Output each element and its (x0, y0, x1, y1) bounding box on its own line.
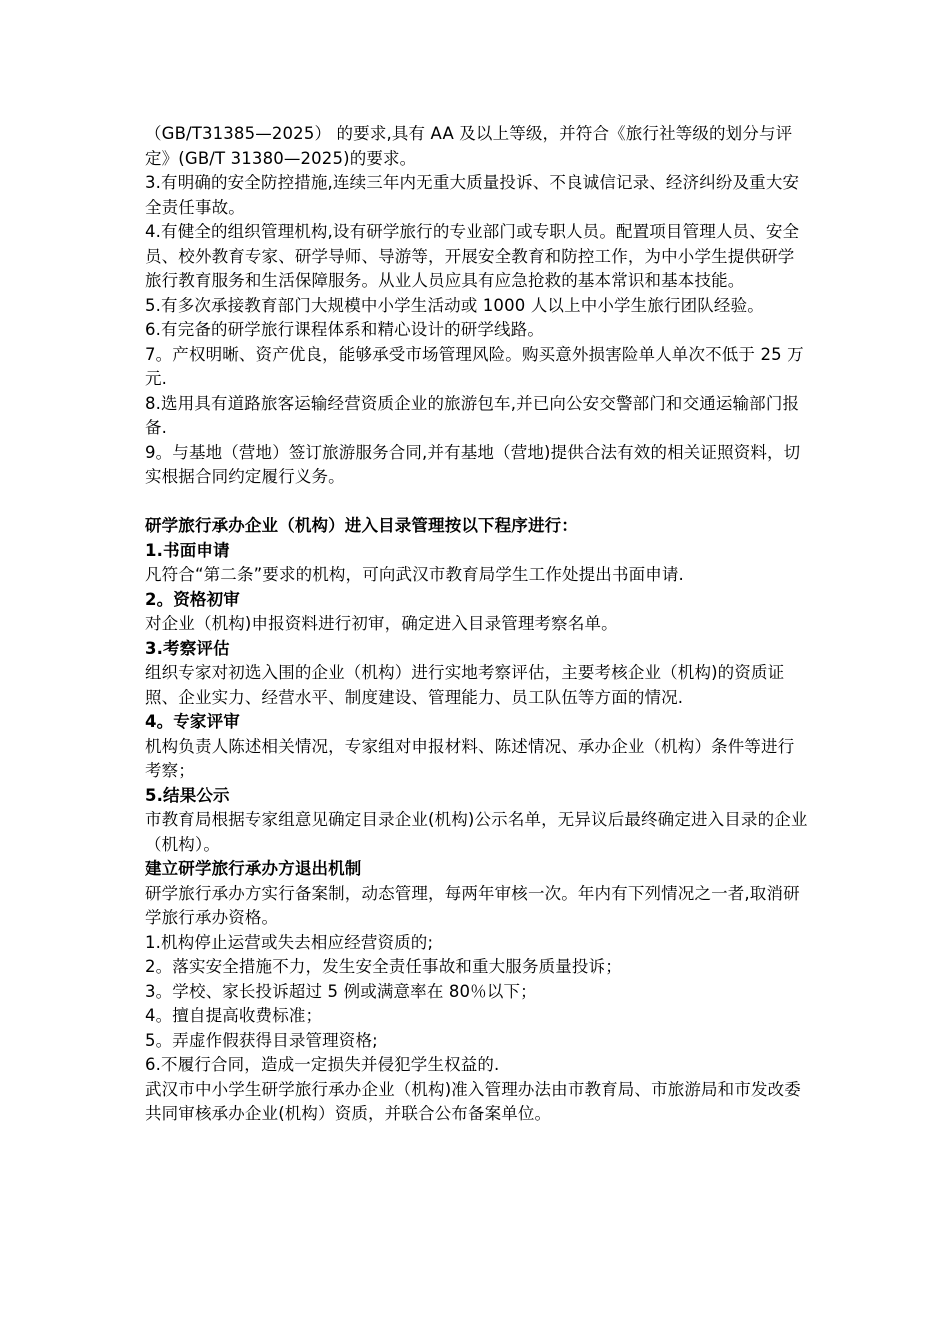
paragraph-step-2: 对企业（机构)申报资料进行初审，确定进入目录管理考察名单。 (145, 614, 618, 633)
paragraph-item-7: 7。产权明晰、资产优良，能够承受市场管理风险。购买意外损害险单人单次不低于 25 万元. (145, 344, 804, 388)
paragraph-exit-item-5: 5。弄虚作假获得目录管理资格; (145, 1030, 378, 1050)
paragraph-step-5: 市教育局根据专家组意见确定目录企业(机构)公示名单，无异议后最终确定进入目录的企业（机构）。 (145, 810, 808, 854)
paragraph-item-6: 6.有完备的研学旅行课程体系和精心设计的研学线路。 (145, 320, 544, 339)
paragraph-step-4: 机构负责人陈述相关情况，专家组对申报材料、陈述情况、承办企业（机构）条件等进行考察； (145, 736, 795, 780)
paragraph-standard-requirements: （GB/T31385—2025） 的要求,具有 AA 及以上等级，并符合《旅行社等级的划分与评定》(GB/T 31380—2025)的要求。 (145, 124, 793, 168)
paragraph-exit-item-1: 1.机构停止运营或失去相应经营资质的; (145, 932, 434, 952)
paragraph-item-4: 4.有健全的组织管理机构,设有研学旅行的专业部门或专职人员。配置项目管理人员、安全员、校外教育专家、研学导师、导游等，开展安全教育和防控工作，为中小学生提供研学旅行教育服务和生活保障服务。从业人员应具有应急抢救的基本常识和基本技能。 (145, 222, 800, 290)
blank-line (145, 490, 810, 515)
paragraph-item-9: 9。与基地（营地）签订旅游服务合同,并有基地（营地)提供合法有效的相关证照资料，切实根据合同约定履行义务。 (145, 442, 801, 486)
heading-step-5: 5.结果公示 (145, 785, 230, 805)
heading-procedure: 研学旅行承办企业（机构）进入目录管理按以下程序进行： (145, 516, 578, 535)
paragraph-item-8: 8.选用具有道路旅客运输经营资质企业的旅游包车,并已向公安交警部门和交通运输部门报备. (145, 393, 800, 437)
document-body (145, 122, 810, 1127)
heading-step-1: 1.书面申请 (145, 540, 230, 560)
paragraph-exit-item-3: 3。学校、家长投诉超过 5 例或满意率在 80％以下； (145, 981, 537, 1001)
heading-exit-mechanism: 建立研学旅行承办方退出机制 (145, 859, 362, 878)
paragraph-step-3: 组织专家对初选入围的企业（机构）进行实地考察评估，主要考核企业（机构)的资质证照、企业实力、经营水平、制度建设、管理能力、员工队伍等方面的情况. (145, 663, 785, 707)
paragraph-item-5: 5.有多次承接教育部门大规模中小学生活动或 1000 人以上中小学生旅行团队经验。 (145, 295, 764, 315)
heading-step-3: 3.考察评估 (145, 638, 230, 658)
paragraph-exit-item-6: 6.不履行合同，造成一定损失并侵犯学生权益的. (145, 1055, 500, 1074)
paragraph-step-1: 凡符合“第二条”要求的机构，可向武汉市教育局学生工作处提出书面申请. (145, 565, 684, 584)
heading-step-2: 2。资格初审 (145, 589, 240, 609)
paragraph-exit-item-4: 4。擅自提高收费标准； (145, 1006, 323, 1025)
paragraph-exit-item-2: 2。落实安全措施不力，发生安全责任事故和重大服务质量投诉； (145, 957, 622, 976)
paragraph-exit-intro: 研学旅行承办方实行备案制，动态管理，每两年审核一次。年内有下列情况之一者,取消研学旅行承办资格。 (145, 883, 800, 927)
paragraph-item-3: 3.有明确的安全防控措施,连续三年内无重大质量投诉、不良诚信记录、经济纠纷及重大安全责任事故。 (145, 173, 800, 217)
heading-step-4: 4。专家评审 (145, 712, 240, 731)
paragraph-closing: 武汉市中小学生研学旅行承办企业（机构)准入管理办法由市教育局、市旅游局和市发改委共同审核承办企业(机构）资质，并联合公布备案单位。 (145, 1079, 801, 1123)
